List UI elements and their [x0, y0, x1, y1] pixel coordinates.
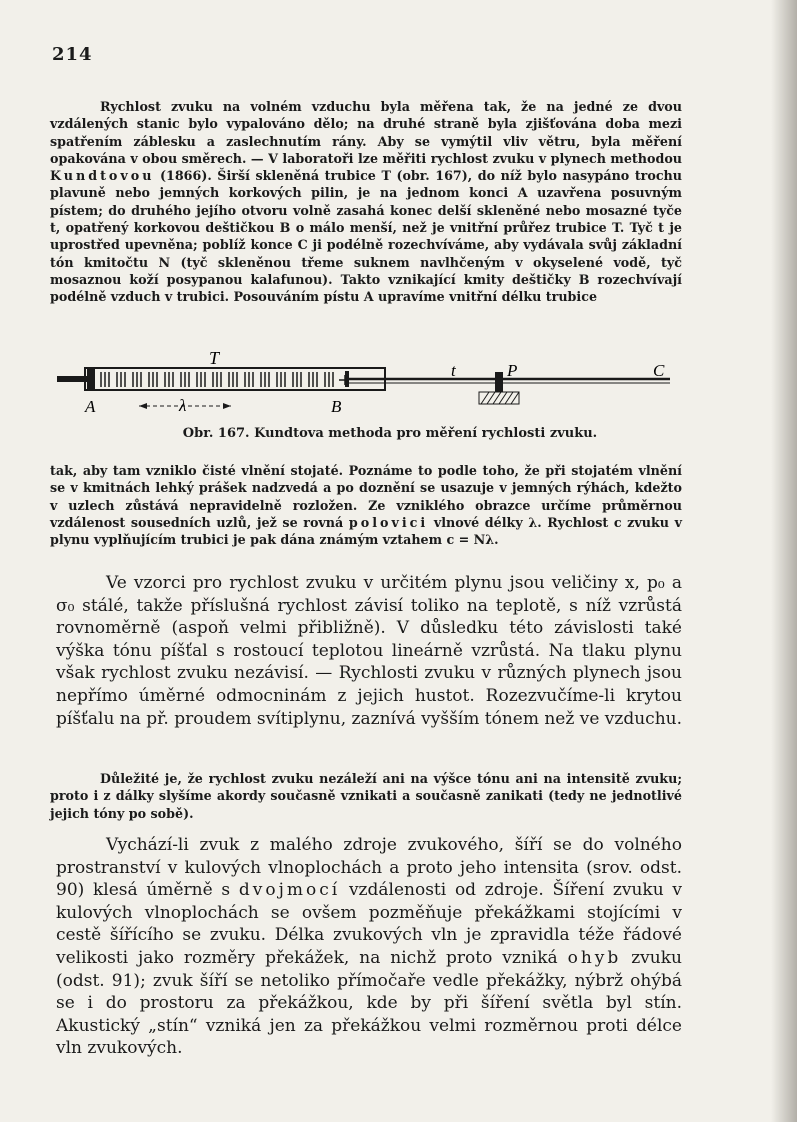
paragraph-standing-waves: [50, 462, 682, 548]
disk-b: [345, 371, 349, 387]
para5-text-c: zvuku (odst. 91); zvuk šíří se netoliko přímočaře vedle překážky, nýbrž ohýbá se i do prostoru za překážkou, kde by při šíření světla byl stín. Akustický „stín“ vzniká jen za překážkou velmi rozměrnou proti délce vln zvukových.: [56, 947, 682, 1059]
glass-tube: [85, 368, 385, 390]
kundt-tube-figure: [55, 346, 685, 430]
kundt-tube-diagram: [55, 346, 685, 430]
page-edge-shadow: [771, 0, 797, 1122]
para5-text-b: vzdálenosti od zdroje. Šíření zvuku v kulových vlnoplochách se ovšem pozměňuje překážkami stojícími v cestě šířícího se zvuku. Délka zvukových vln je zpravidla téže řádové velikosti jako rozměry překážek, na nichž proto vzniká: [56, 880, 682, 968]
para2-text-a: tak, aby tam vzniklo čisté vlnění stojaté. Poznáme to podle toho, že při stojatém vlnění se v kmitnách lehký prášek nadzvedá a po doznění se usazuje v jemných rýhách, kdežto v uzlech zůstává nepravidelně rozložen. Ze vzniklého obrazce určíme průměrnou vzdálenost sousedních uzlů, jež se rovná: [50, 463, 682, 530]
figure-caption: Obr. 167. Kundtova methoda pro měření rychlosti zvuku.: [182, 426, 598, 441]
paragraph-spherical-waves: [56, 834, 682, 1060]
term-polovici: polovici: [348, 514, 429, 530]
label-A: A: [85, 397, 96, 416]
para1-text-a: Rychlost zvuku na volném vzduchu byla měřena tak, že na jedné ze dvou vzdálených stanic bylo vypalováno dělo; na druhé straně byla zjišťována doba mezi spatřením záblesku a zaslechnutím rány. Aby se vymýtil vliv větru, byla měření opakována v obou směrech. — V laboratoři lze měřiti rychlost zvuku v plynech methodou: [50, 99, 682, 166]
term-dvojmoci: dvojmocí: [238, 880, 341, 901]
para2-text-b: vlnové délky λ. Rychlost c zvuku v plynu vyplňujícím trubici je pak dána známým vztahem c = Nλ.: [50, 514, 682, 548]
paragraph-pitch-independence: Důležité je, že rychlost zvuku nezáleží ani na výšce tónu ani na intensitě zvuku; proto i z dálky slyšíme akordy současně vznikati a současně zanikati (tedy ne jednotlivé jejich tóny po sobě).: [50, 771, 682, 821]
term-ohyb: ohyb: [567, 947, 622, 968]
label-C: C: [653, 361, 665, 380]
page-number: 214: [52, 44, 93, 65]
lambda-arrow-left: [139, 403, 147, 409]
paragraph-speed-measurement: [50, 98, 682, 306]
label-B: B: [331, 397, 342, 416]
piston-a: [87, 369, 95, 389]
stand-hatching: [481, 392, 519, 404]
piston-rod: [57, 376, 87, 382]
powder-pattern: [101, 372, 345, 387]
para1-text-b: (1866). Širší skleněná trubice T (obr. 167), do níž bylo nasypáno trochu plavuně nebo jemných korkových pilin, je na jednom konci A uzavřena posuvným pístem; do druhého jejího otvoru volně zasahá konec delší skleněné nebo mosazné tyče t, opatřený korkovou deštičkou B o málo menší, než je vnitřní průřez trubice T. Tyč t je uprostřed upevněna; poblíž konce C ji podélně rozechvíváme, aby vydávala svůj základní tón kmitočtu N (tyč skleněnou třeme suknem navlhčeným v okyselené vodě, tyč mosaznou koží posypanou kalafunou). Takto vznikající kmity deštičky B rozechvívají podélně vzduch v trubici. Posouváním pístu A upravíme vnitřní délku trubice: [50, 168, 682, 305]
paragraph-temperature-dependence: Ve vzorci pro rychlost zvuku v určitém plynu jsou veličiny x, p₀ a σ₀ stálé, takže příslušná rychlost závisí toliko na teplotě, s níž vzrůstá rovnoměrně (aspoň velmi přibližně). V důsledku této závislosti také výška tónu píšťal s rostoucí teplotou lineárně vzrůstá. Na tlaku plynu však rychlost zvuku nezávisí. — Rychlosti zvuku v různých plynech jsou nepřímo úměrné odmocninám z jejich hustot. Rozezvučíme-li krytou píšťalu na př. proudem svítiplynu, zaznívá vyšším tónem než ve vzduchu.: [56, 573, 683, 729]
kundt-name: Kundtovou: [50, 168, 155, 184]
para5-text-a: Vychází-li zvuk z malého zdroje zvukového, šíří se do volného prostranství v kulových vlnoplochách a proto jeho intensita (srov. odst. 90) klesá úměrně s: [56, 835, 682, 901]
lambda-arrow-right: [223, 403, 231, 409]
label-lambda: λ: [179, 396, 187, 415]
label-T: T: [209, 348, 220, 368]
label-P: P: [507, 361, 518, 380]
clamp-p: [495, 372, 503, 392]
label-t: t: [451, 361, 456, 380]
